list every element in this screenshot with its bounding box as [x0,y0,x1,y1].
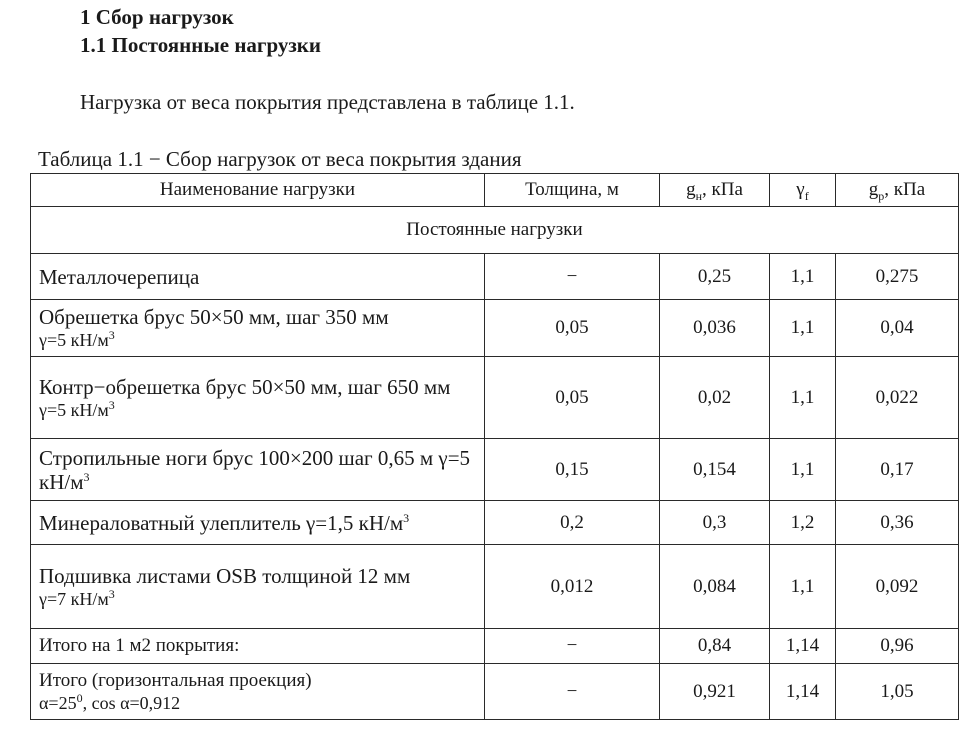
row-gn: 0,3 [660,501,770,545]
table-row [31,501,959,545]
row-gp: 0,17 [836,439,959,501]
row-gamma: 1,2 [770,501,836,545]
row-thickness: 0,012 [485,545,660,629]
table-caption: Таблица 1.1 − Сбор нагрузок от веса покрытия здания [38,147,522,171]
row-gamma: 1,14 [770,664,836,720]
heading-subsection: 1.1 Постоянные нагрузки [80,33,321,57]
row-gn: 0,084 [660,545,770,629]
row-gn: 0,84 [660,629,770,664]
row-thickness: 0,2 [485,501,660,545]
table-row [31,357,959,439]
row-gn: 0,036 [660,300,770,357]
table-row [31,545,959,629]
row-name: Обрешетка брус 50×50 мм, шаг 350 мм γ=5 $кН/м^3$ [31,300,485,357]
header-gn: $g_н$, кПа [660,174,770,207]
row-thickness: 0,05 [485,357,660,439]
row-name: Металлочерепица [31,254,485,300]
row-thickness: 0,05 [485,300,660,357]
table-row-total-projection [31,664,959,720]
row-gn: 0,921 [660,664,770,720]
table-row-total [31,629,959,664]
row-name: Итого на 1 м2 покрытия: [31,629,485,664]
row-gamma: 1,14 [770,629,836,664]
section-row [31,207,959,254]
section-label: Постоянные нагрузки [31,207,959,254]
table-row [31,439,959,501]
row-gn: 0,154 [660,439,770,501]
row-gp: 0,96 [836,629,959,664]
row-gp: 0,04 [836,300,959,357]
row-thickness: − [485,254,660,300]
row-name: Минераловатный улеплитель γ=1,5 $кН/м^3$ [31,501,485,545]
row-gamma: 1,1 [770,439,836,501]
row-thickness: 0,15 [485,439,660,501]
table-header-row [31,174,959,207]
row-name: Контр−обрешетка брус 50×50 мм, шаг 650 мм γ=5 $кН/м^3$ [31,357,485,439]
intro-paragraph: Нагрузка от веса покрытия представлена в таблице 1.1. [80,90,575,114]
row-gp: 0,092 [836,545,959,629]
header-thickness: Толщина, м [485,174,660,207]
row-gamma: 1,1 [770,254,836,300]
row-gp: 1,05 [836,664,959,720]
row-gn: 0,25 [660,254,770,300]
row-gn: 0,02 [660,357,770,439]
row-gamma: 1,1 [770,300,836,357]
row-thickness: − [485,664,660,720]
row-gamma: 1,1 [770,545,836,629]
heading-section: 1 Сбор нагрузок [80,5,234,29]
header-gamma: $\gamma_f$ [770,174,836,207]
header-gp: $g_р$, кПа [836,174,959,207]
row-name: Подшивка листами OSB толщиной 12 мм γ=7 $кН/м^3$ [31,545,485,629]
row-gp: 0,275 [836,254,959,300]
header-name: Наименование нагрузки [31,174,485,207]
row-thickness: − [485,629,660,664]
row-gamma: 1,1 [770,357,836,439]
table-row [31,300,959,357]
row-gp: 0,022 [836,357,959,439]
table-row [31,254,959,300]
loads-table [30,173,959,720]
row-name: Стропильные ноги брус 100×200 шаг 0,65 м γ=5 $кН/м^3$ [31,439,485,501]
row-name: Итого (горизонтальная проекция) $\alpha=25^0$, cos α=0,912 [31,664,485,720]
row-gp: 0,36 [836,501,959,545]
